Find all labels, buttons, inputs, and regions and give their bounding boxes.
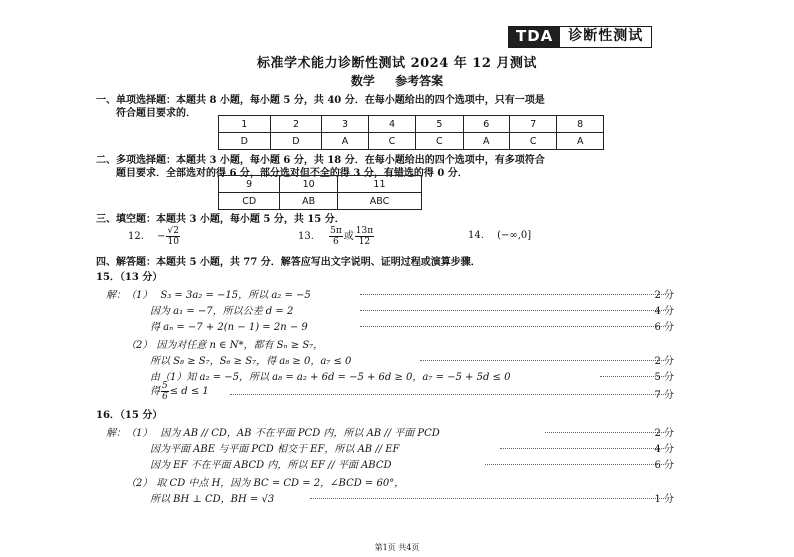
q13a-denominator: 6 — [333, 237, 339, 247]
step-text: 由（1）知 a₂ = −5，所以 a₈ = a₂ + 6d = −5 + 6d ≥ 0，a₇ = −5 + 5d ≤ 0 — [150, 372, 511, 383]
q12-sign: − — [157, 231, 166, 242]
q13b-denominator: 12 — [358, 237, 371, 247]
subject-label: 数学 — [350, 74, 375, 88]
step-score: 5 分 — [654, 372, 674, 383]
step-text: 因为平面 ABE 与平面 PCD 相交于 EF，所以 AB // EF — [150, 444, 400, 455]
table-cell: AB — [280, 193, 338, 210]
table-cell: A — [557, 133, 604, 150]
dotted-leader — [360, 310, 666, 311]
step-score: 7 分 — [654, 390, 674, 401]
section2-answer-table — [218, 175, 422, 210]
table-cell: D — [219, 133, 271, 150]
q14-value: (−∞,0] — [497, 230, 532, 241]
step-text: 得 aₙ = −7 + 2(n − 1) = 2n − 9 — [150, 322, 308, 333]
step-score: 4 分 — [654, 444, 674, 455]
q15-heading: 15．（13 分） — [96, 272, 163, 283]
step-text: 所以 BH ⊥ CD，BH = √3 — [150, 494, 275, 505]
section1-heading: 一、单项选择题：本题共 8 小题，每小题 5 分，共 40 分．在每小题给出的四个选项中，只有一项是 — [96, 95, 545, 106]
q15-final-step — [150, 381, 209, 402]
step-prefix: 解：（1） — [106, 290, 153, 301]
table-cell: 6 — [463, 116, 510, 133]
table-cell: 4 — [368, 116, 415, 133]
q15-step — [150, 318, 308, 333]
step-score: 6 分 — [654, 322, 674, 333]
step-score: 4 分 — [654, 306, 674, 317]
q13a-numerator: 5π — [330, 226, 342, 236]
step-text: S₃ = 3a₂ = −15，所以 a₂ = −5 — [160, 290, 311, 301]
q15-denominator: 6 — [162, 392, 168, 402]
table-row — [219, 193, 422, 210]
table-row — [219, 116, 604, 133]
q15-step — [126, 336, 323, 351]
step-score: 2 分 — [654, 356, 674, 367]
table-cell: CD — [219, 193, 280, 210]
dotted-leader — [500, 448, 666, 449]
section3-heading: 三、填空题：本题共 3 小题，每小题 5 分，共 15 分． — [96, 214, 345, 225]
step-score: 2 分 — [654, 428, 674, 439]
q15-step — [106, 286, 311, 301]
table-cell: C — [416, 133, 463, 150]
q13-label: 13. — [298, 231, 314, 242]
logo-tag: TDA — [509, 27, 560, 47]
dotted-leader — [230, 394, 666, 395]
table-cell: D — [270, 133, 322, 150]
page-title: 标准学术能力诊断性测试 2024 年 12 月测试 — [257, 56, 537, 71]
table-cell: 5 — [416, 116, 463, 133]
q14-label: 14. — [468, 230, 484, 241]
logo-name: 诊断性测试 — [560, 27, 651, 47]
table-cell: 9 — [219, 176, 280, 193]
table-cell: C — [510, 133, 557, 150]
step-text: 因为 AB // CD，AB 不在平面 PCD 内，所以 AB // 平面 PCD — [160, 428, 440, 439]
brand-logo — [508, 26, 652, 48]
q15-numerator: 5 — [162, 381, 168, 391]
section2-heading: 二、多项选择题：本题共 3 小题，每小题 6 分，共 18 分．在每小题给出的四个选项中，有多项符合 — [96, 155, 545, 166]
page-footer: 第1页 共4页 — [374, 543, 420, 552]
q13-fraction-b — [355, 226, 374, 247]
dotted-leader — [545, 432, 666, 433]
q12-numerator: √2 — [167, 226, 179, 236]
step-text: 所以 S₈ ≥ S₇，S₆ ≥ S₇，得 a₈ ≥ 0，a₇ ≤ 0 — [150, 356, 352, 367]
step-prefix: 得 — [150, 386, 160, 397]
step-text: 因为 EF 不在平面 ABCD 内，所以 EF // 平面 ABCD — [150, 460, 392, 471]
table-cell: ABC — [337, 193, 421, 210]
table-row — [219, 176, 422, 193]
table-cell: A — [322, 133, 369, 150]
step-prefix: （2） — [126, 478, 153, 489]
table-cell: 10 — [280, 176, 338, 193]
table-cell: 3 — [322, 116, 369, 133]
step-score: 1 分 — [654, 494, 674, 505]
q16-heading: 16．（15 分） — [96, 410, 163, 421]
dotted-leader — [485, 464, 666, 465]
table-row — [219, 133, 604, 150]
q13-or: 或 — [343, 231, 354, 242]
step-text: 因为对任意 n ∈ N*，都有 Sₙ ≥ S₇， — [156, 340, 324, 351]
q16-step — [126, 474, 404, 489]
answer-q12 — [128, 226, 181, 247]
answer-q14 — [468, 230, 531, 241]
section1-heading-cont: 符合题目要求的． — [116, 108, 196, 119]
step-text: 取 CD 中点 H，因为 BC = CD = 2，∠BCD = 60°， — [156, 478, 405, 489]
answer-q13 — [298, 226, 375, 247]
dotted-leader — [420, 360, 666, 361]
step-score: 2 分 — [654, 290, 674, 301]
section4-heading: 四、解答题：本题共 5 小题，共 77 分．解答应写出文字说明、证明过程或演算步骤． — [96, 257, 481, 268]
page-subtitle — [0, 72, 794, 89]
q16-step — [106, 424, 440, 439]
q16-step — [150, 490, 274, 505]
answer-key-label: 参考答案 — [395, 74, 444, 88]
q13b-numerator: 13π — [355, 226, 374, 236]
section2-heading-cont: 题目要求．全部选对的得 6 分，部分选对但不全的得 3 分，有错选的得 0 分． — [116, 168, 468, 179]
table-cell: 7 — [510, 116, 557, 133]
q12-label: 12. — [128, 231, 144, 242]
q12-denominator: 10 — [167, 237, 179, 247]
q12-fraction — [166, 226, 179, 247]
dotted-leader — [310, 498, 666, 499]
table-cell: 8 — [557, 116, 604, 133]
step-prefix: （2） — [126, 340, 153, 351]
step-text: 因为 a₁ = −7，所以公差 d = 2 — [150, 306, 294, 317]
step-prefix: 解：（1） — [106, 428, 153, 439]
dotted-leader — [360, 294, 666, 295]
section1-answer-table — [218, 115, 604, 150]
table-cell: 11 — [337, 176, 421, 193]
q13-fraction-a — [329, 226, 343, 247]
q15-step — [150, 302, 293, 317]
step-score: 6 分 — [654, 460, 674, 471]
q16-step — [150, 440, 399, 455]
table-cell: 2 — [270, 116, 322, 133]
step-text: ≤ d ≤ 1 — [169, 386, 209, 397]
table-cell: A — [463, 133, 510, 150]
dotted-leader — [360, 326, 666, 327]
table-cell: C — [368, 133, 415, 150]
q15-step — [150, 352, 351, 367]
table-cell: 1 — [219, 116, 271, 133]
q15-fraction — [161, 381, 169, 402]
q16-step — [150, 456, 392, 471]
